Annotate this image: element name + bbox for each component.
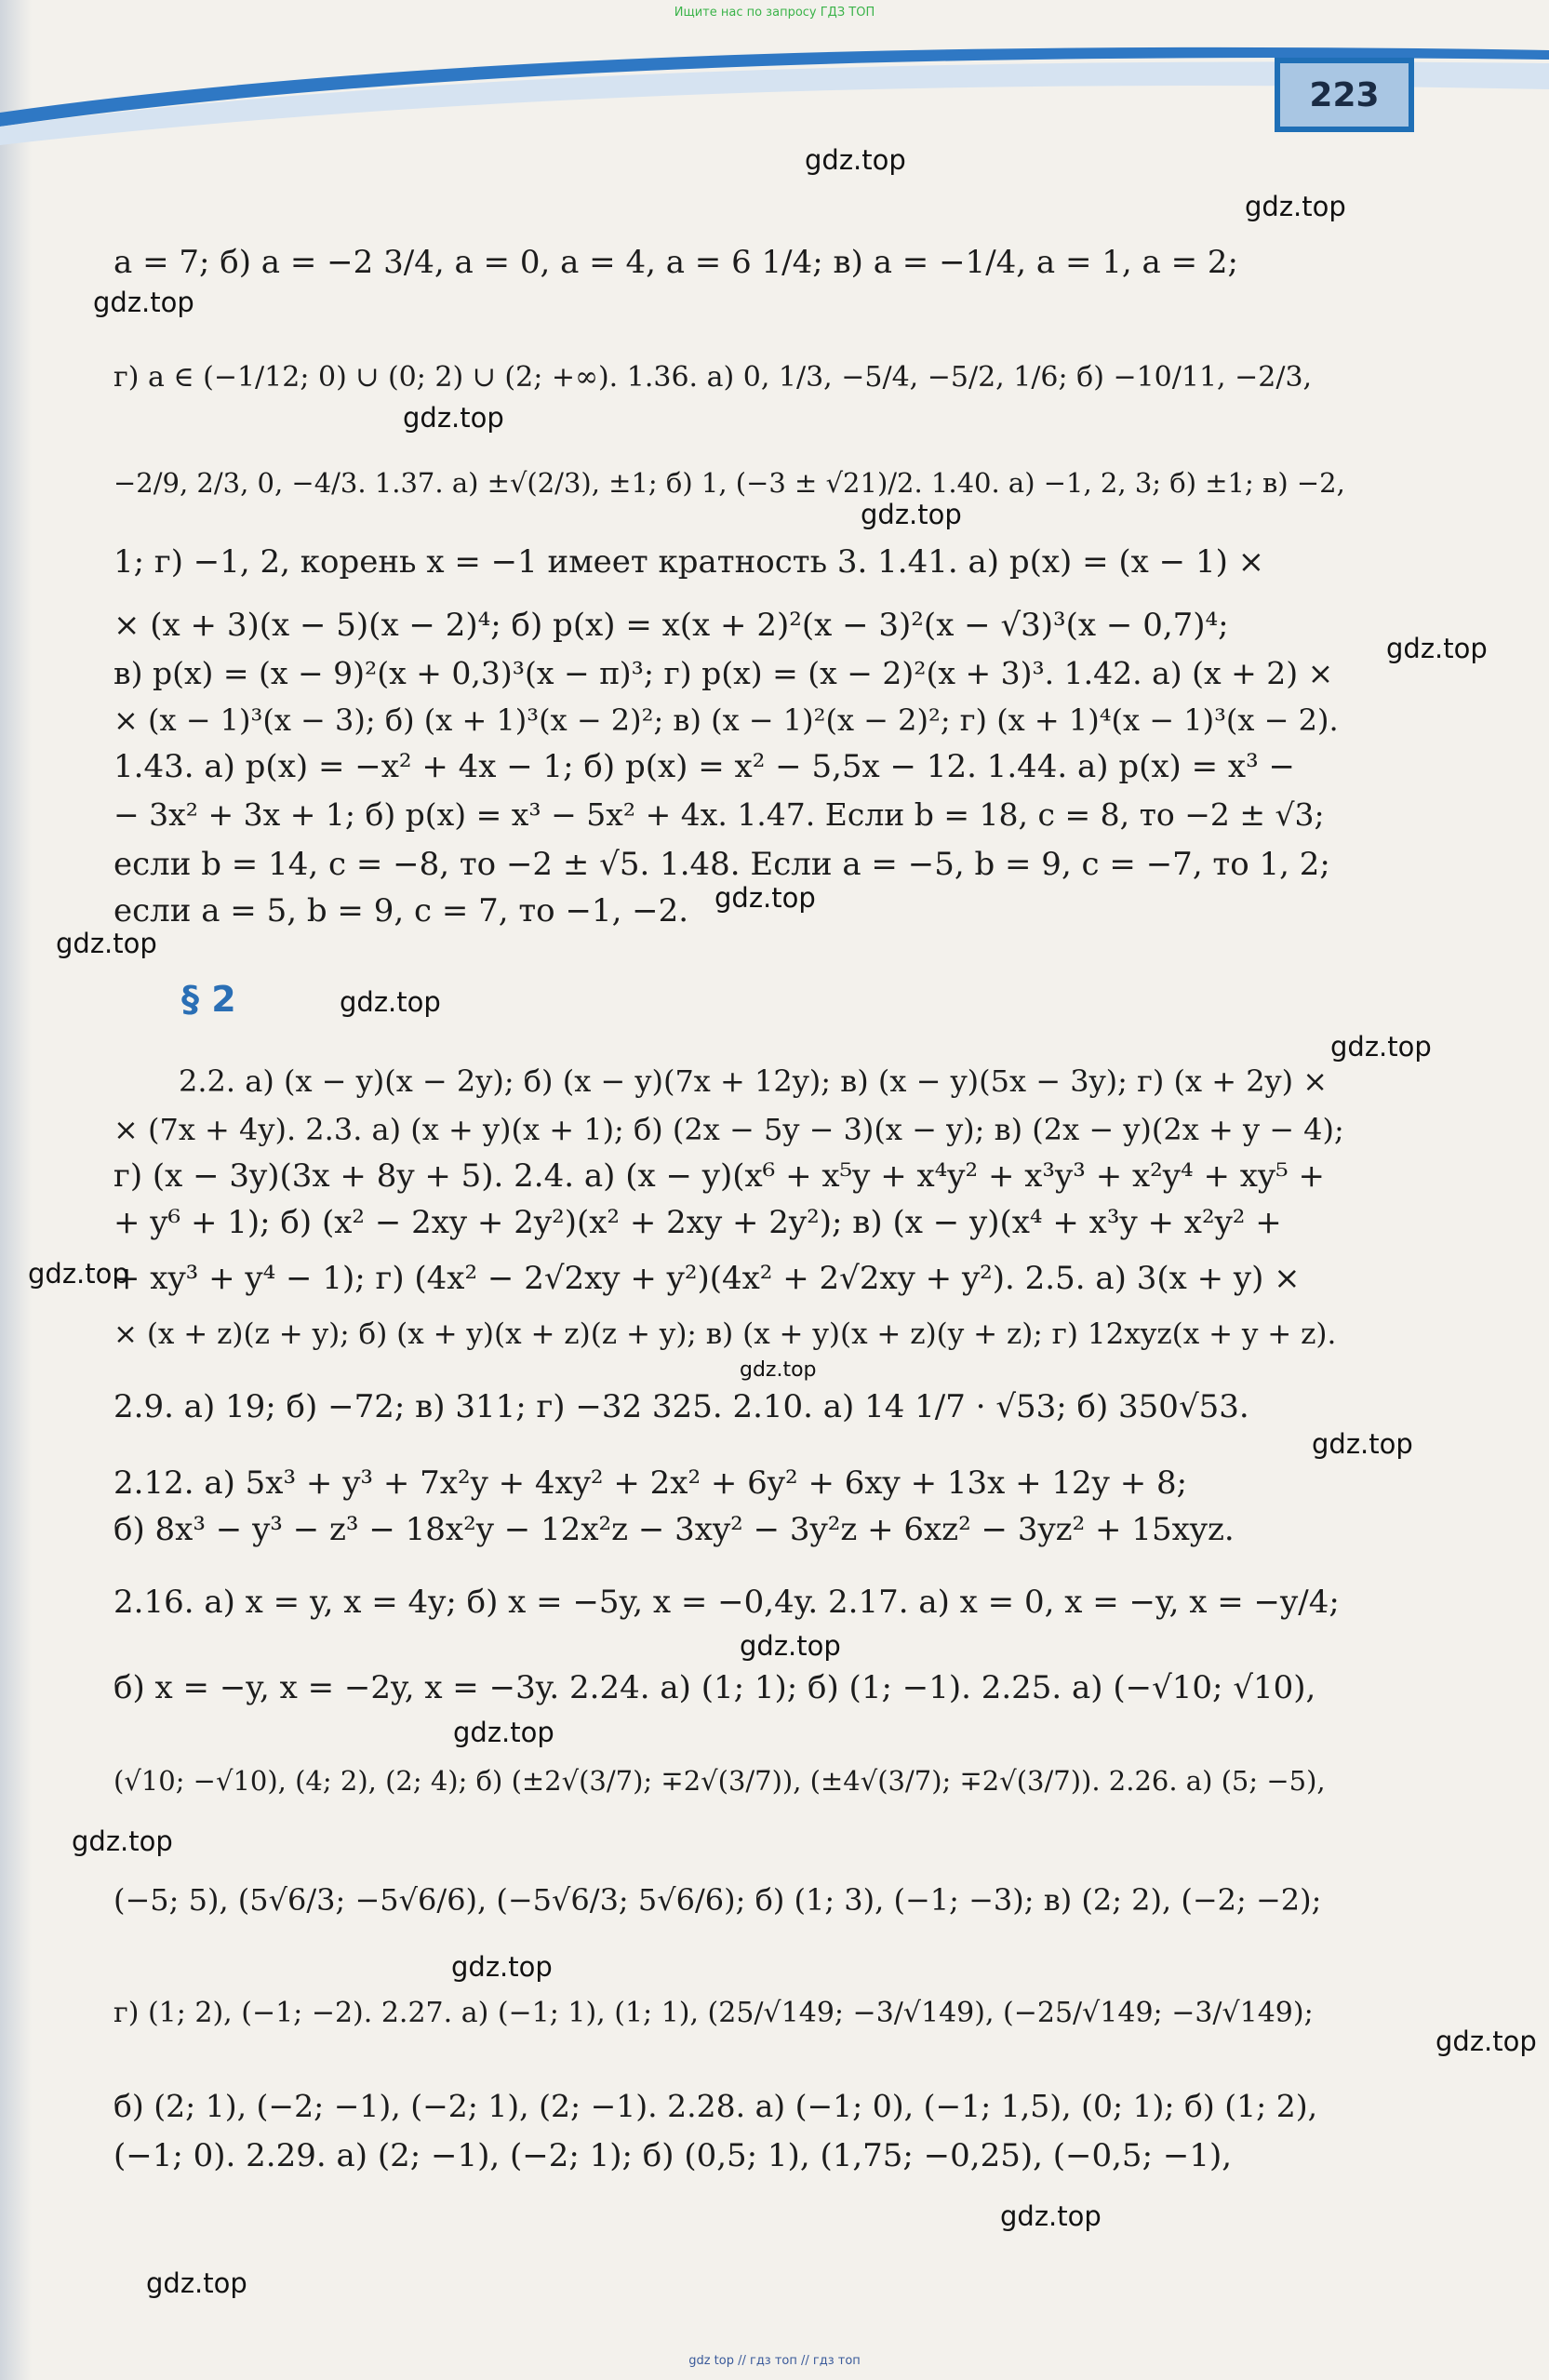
watermark: gdz.top	[451, 1951, 553, 1983]
answer-line: б) 8x³ − y³ − z³ − 18x²y − 12x²z − 3xy² − 3y²z + 6xz² − 3yz² + 15xyz.	[114, 1511, 1235, 1548]
answer-line: б) x = −y, x = −2y, x = −3y. 2.24. а) (1; 1); б) (1; −1). 2.25. а) (−√10; √10),	[114, 1669, 1316, 1706]
answer-line: (√10; −√10), (4; 2), (2; 4); б) (±2√(3/7); ∓2√(3/7)), (±4√(3/7); ∓2√(3/7)). 2.26. а) (5; −5),	[114, 1765, 1326, 1797]
answer-line: 2.12. а) 5x³ + y³ + 7x²y + 4xy² + 2x² + 6y² + 6xy + 13x + 12y + 8;	[114, 1464, 1188, 1502]
answer-line: (−5; 5), (5√6/3; −5√6/6), (−5√6/3; 5√6/6); б) (1; 3), (−1; −3); в) (2; 2), (−2; −2);	[114, 1882, 1322, 1918]
watermark: gdz.top	[1330, 1031, 1432, 1063]
answer-line: (−1; 0). 2.29. а) (2; −1), (−2; 1); б) (0,5; 1), (1,75; −0,25), (−0,5; −1),	[114, 2137, 1233, 2174]
watermark: gdz.top	[93, 287, 194, 318]
watermark: gdz.top	[1386, 633, 1488, 664]
answer-line: если a = 5, b = 9, c = 7, то −1, −2.	[114, 892, 689, 929]
answer-line: × (x + 3)(x − 5)(x − 2)⁴; б) p(x) = x(x + 2)²(x − 3)²(x − √3)³(x − 0,7)⁴;	[114, 607, 1229, 644]
answer-line: − 3x² + 3x + 1; б) p(x) = x³ − 5x² + 4x. 1.47. Если b = 18, c = 8, то −2 ± √3;	[114, 796, 1325, 833]
answer-line: г) (1; 2), (−1; −2). 2.27. а) (−1; 1), (1; 1), (25/√149; −3/√149), (−25/√149; −3/√149);	[114, 1997, 1314, 2029]
watermark: gdz.top	[740, 1358, 817, 1382]
answer-line: б) (2; 1), (−2; −1), (−2; 1), (2; −1). 2.28. а) (−1; 0), (−1; 1,5), (0; 1); б) (1; 2),	[114, 2088, 1318, 2124]
watermark: gdz.top	[861, 499, 962, 530]
watermark: gdz.top	[740, 1630, 841, 1662]
watermark: gdz.top	[1435, 2026, 1537, 2057]
answer-line: × (x + z)(z + y); б) (x + y)(x + z)(z + y); в) (x + y)(x + z)(y + z); г) 12xyz(x + y + z).	[114, 1317, 1337, 1351]
watermark: gdz.top	[403, 402, 504, 434]
watermark: gdz.top	[1245, 191, 1346, 222]
answer-line: г) (x − 3y)(3x + 8y + 5). 2.4. а) (x − y)(x⁶ + x⁵y + x⁴y² + x³y³ + x²y⁴ + xy⁵ +	[114, 1157, 1326, 1195]
answer-line: в) p(x) = (x − 9)²(x + 0,3)³(x − π)³; г) p(x) = (x − 2)²(x + 3)³. 1.42. а) (x + 2) ×	[114, 655, 1334, 691]
answer-line: 1; г) −1, 2, корень x = −1 имеет кратность 3. 1.41. а) p(x) = (x − 1) ×	[114, 543, 1265, 581]
watermark: gdz.top	[453, 1717, 554, 1748]
watermark: gdz.top	[714, 882, 816, 914]
answer-line: × (x − 1)³(x − 3); б) (x + 1)³(x − 2)²; в) (x − 1)²(x − 2)²; г) (x + 1)⁴(x − 1)³(x − 2).	[114, 702, 1339, 738]
watermark: gdz.top	[56, 928, 157, 959]
answer-line: a = 7; б) a = −2 3/4, a = 0, a = 4, a = 6 1/4; в) a = −1/4, a = 1, a = 2;	[114, 244, 1238, 281]
watermark: gdz.top	[340, 986, 441, 1018]
watermark: gdz.top	[1312, 1428, 1413, 1460]
answer-line: + y⁶ + 1); б) (x² − 2xy + 2y²)(x² + 2xy + 2y²); в) (x − y)(x⁴ + x³y + x²y² +	[114, 1204, 1282, 1241]
answer-line: если b = 14, c = −8, то −2 ± √5. 1.48. Если a = −5, b = 9, c = −7, то 1, 2;	[114, 846, 1330, 883]
bottom-note: gdz top // гдз топ // гдз топ	[688, 2354, 861, 2368]
page-number: 223	[1275, 58, 1414, 132]
answer-line: × (7x + 4y). 2.3. а) (x + y)(x + 1); б) (2x − 5y − 3)(x − y); в) (2x − y)(2x + y − 4);	[114, 1112, 1344, 1147]
watermark: gdz.top	[805, 144, 906, 176]
watermark: gdz.top	[1000, 2200, 1102, 2232]
answer-line: 2.2. а) (x − y)(x − 2y); б) (x − y)(7x + 12y); в) (x − y)(5x − 3y); г) (x + 2y) ×	[179, 1063, 1329, 1099]
answer-line: + xy³ + y⁴ − 1); г) (4x² − 2√2xy + y²)(4x² + 2√2xy + y²). 2.5. а) 3(x + y) ×	[114, 1260, 1301, 1297]
answer-line: −2/9, 2/3, 0, −4/3. 1.37. а) ±√(2/3), ±1; б) 1, (−3 ± √21)/2. 1.40. а) −1, 2, 3; б) ±1; в) −2,	[114, 467, 1345, 499]
page-spine-shadow	[0, 0, 32, 2380]
watermark: gdz.top	[146, 2267, 247, 2299]
top-note: Ищите нас по запросу ГДЗ ТОП	[674, 6, 875, 20]
answer-line: г) a ∈ (−1/12; 0) ∪ (0; 2) ∪ (2; +∞). 1.36. а) 0, 1/3, −5/4, −5/2, 1/6; б) −10/11, −2/3,	[114, 361, 1313, 394]
answer-line: 2.16. а) x = y, x = 4y; б) x = −5y, x = −0,4y. 2.17. а) x = 0, x = −y, x = −y/4;	[114, 1584, 1340, 1621]
section-heading: § 2	[181, 979, 236, 1020]
watermark: gdz.top	[28, 1258, 129, 1290]
answer-line: 1.43. а) p(x) = −x² + 4x − 1; б) p(x) = x² − 5,5x − 12. 1.44. а) p(x) = x³ −	[114, 748, 1296, 785]
answer-line: 2.9. а) 19; б) −72; в) 311; г) −32 325. 2.10. а) 14 1/7 · √53; б) 350√53.	[114, 1388, 1249, 1425]
watermark: gdz.top	[72, 1825, 173, 1857]
